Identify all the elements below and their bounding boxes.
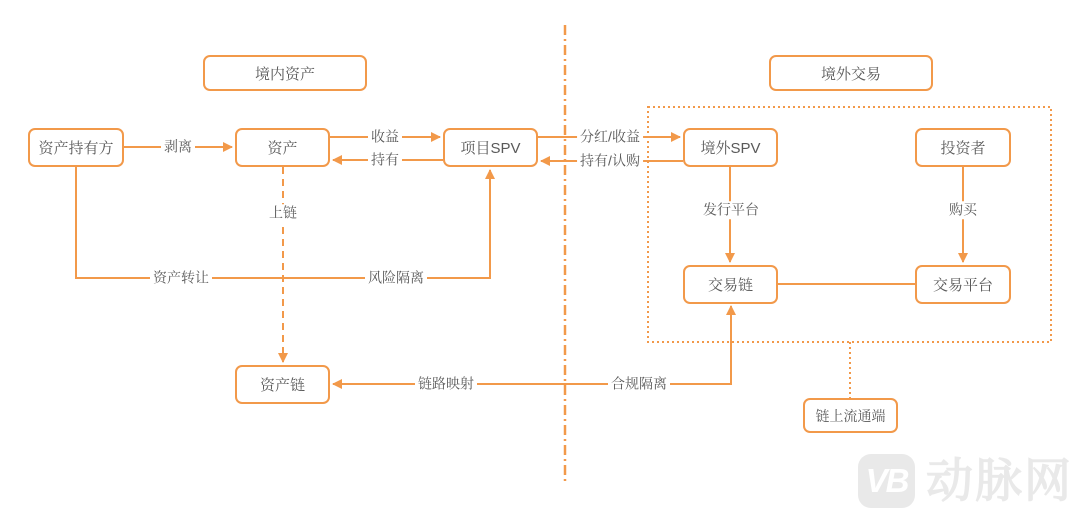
edge-label-income: 收益 <box>368 128 402 146</box>
edge-label-hold-subscribe: 持有/认购 <box>577 152 643 170</box>
section-title-overseas-trading: 境外交易 <box>769 55 933 91</box>
node-asset-chain: 资产链 <box>235 365 330 404</box>
node-asset: 资产 <box>235 128 330 167</box>
edge-label-strip: 剥离 <box>161 138 195 156</box>
edge-label-dividend-income: 分红/收益 <box>577 128 643 146</box>
edge-label-asset-transfer: 资产转让 <box>150 269 212 287</box>
node-asset-holder: 资产持有方 <box>28 128 124 167</box>
watermark-name: 动脉网 <box>926 454 1073 507</box>
node-onchain-circulation: 链上流通端 <box>803 398 898 433</box>
section-title-domestic-assets: 境内资产 <box>203 55 367 91</box>
node-overseas-spv: 境外SPV <box>683 128 778 167</box>
node-trade-chain: 交易链 <box>683 265 778 304</box>
watermark-logo-icon: VB <box>858 454 915 508</box>
edge-label-link-mapping: 链路映射 <box>415 375 477 393</box>
edge-label-onchain: 上链 <box>266 204 300 222</box>
edge-link-mapping-compliance <box>333 306 731 384</box>
edge-label-hold: 持有 <box>368 151 402 169</box>
edge-label-risk-isolation: 风险隔离 <box>365 269 427 287</box>
edge-label-issuing-platform: 发行平台 <box>700 201 762 219</box>
edge-label-purchase: 购买 <box>946 201 980 219</box>
node-trade-platform: 交易平台 <box>915 265 1011 304</box>
node-investor: 投资者 <box>915 128 1011 167</box>
edge-label-compliance-isolation: 合规隔离 <box>608 375 670 393</box>
node-project-spv: 项目SPV <box>443 128 538 167</box>
